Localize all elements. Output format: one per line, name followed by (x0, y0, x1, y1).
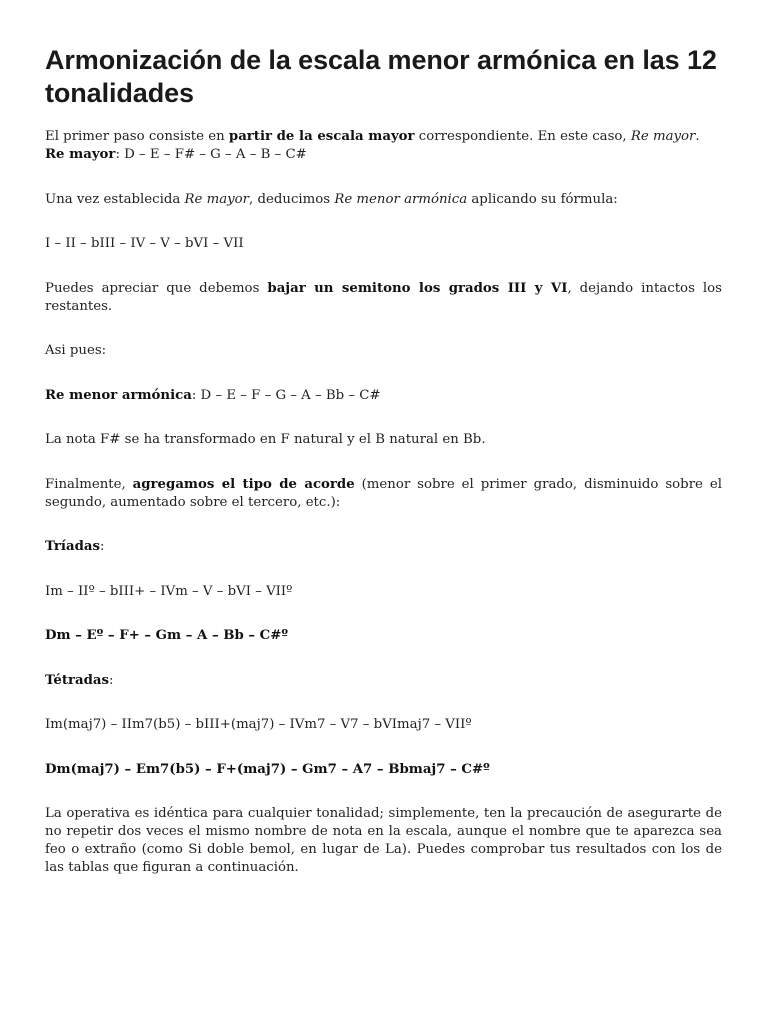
bold-text: Re menor armónica (45, 387, 192, 403)
paragraph-deduce (45, 191, 722, 209)
triadas-chords (45, 627, 722, 645)
minor-scale-notes: : D – E – F – G – A – Bb – C# (191, 387, 381, 403)
text: (menor sobre el primer grado, disminuido sobre el segundo, aumentado sobre el tercero, etc.): (45, 476, 722, 510)
paragraph-lower (45, 280, 722, 316)
italic-text: Re mayor (184, 191, 250, 207)
paragraph-asi-pues: Asi pues: (45, 343, 107, 358)
text: aplicando su fórmula: (467, 191, 618, 207)
text: Finalmente, (45, 476, 133, 492)
paragraph-closing: La operativa es idéntica para cualquier tonalidad; simplemente, ten la precaución de asegurarte de no repetir dos veces el mismo nombre de nota en la escala, aunque el nombre que te aparezca sea feo o extraño (como Si doble bemol, en lugar de La). Puedes comprobar tus resultados con los de las tablas que figuran a continuación. (45, 806, 722, 875)
formula-line: I – II – bIII – IV – V – bVI – VII (45, 236, 244, 251)
triadas-degrees: Im – IIº – bIII+ – IVm – V – bVI – VIIº (45, 583, 293, 599)
text: Una vez establecida (45, 191, 185, 207)
text: , dejando intactos los restantes. (45, 280, 722, 314)
bold-text: Re mayor (45, 147, 116, 162)
document-page (45, 44, 722, 877)
tetradas-chords (45, 761, 722, 779)
italic-text: Re menor armónica (334, 191, 468, 207)
bold-text: Dm – Eº – F+ – Gm – A – Bb – C#º (45, 628, 289, 643)
bold-text: Tríadas (45, 539, 100, 554)
triadas-heading (45, 538, 722, 556)
text: . (695, 129, 700, 144)
text: Puedes apreciar que debemos (45, 280, 268, 296)
bold-text: bajar un semitono los grados III y VI (267, 280, 568, 296)
major-scale-notes: : D – E – F# – G – A – B – C# (115, 147, 307, 162)
text: : (100, 539, 105, 554)
text: : (109, 672, 114, 688)
paragraph-intro (45, 128, 722, 164)
tetradas-degrees: Im(maj7) – IIm7(b5) – bIII+(maj7) – IVm7 – V7 – bVImaj7 – VIIº (45, 717, 472, 732)
tetradas-heading (45, 672, 722, 690)
paragraph-note-change: La nota F# se ha transformado en F natural y el B natural en Bb. (45, 432, 486, 447)
text: correspondiente. En este caso, (414, 129, 631, 144)
text: El primer paso consiste en (45, 129, 229, 144)
bold-text: Tétradas (45, 672, 109, 688)
paragraph-minor-scale (45, 387, 722, 405)
text: , deducimos (249, 191, 335, 207)
paragraph-chord-type (45, 476, 722, 512)
page-title: Armonización de la escala menor armónica en las 12 tonalidades (45, 45, 717, 108)
bold-text: Dm(maj7) – Em7(b5) – F+(maj7) – Gm7 – A7 – Bbmaj7 – C#º (45, 761, 490, 777)
italic-text: Re mayor (630, 129, 696, 144)
bold-text: agregamos el tipo de acorde (132, 476, 355, 492)
bold-text: partir de la escala mayor (228, 129, 415, 144)
